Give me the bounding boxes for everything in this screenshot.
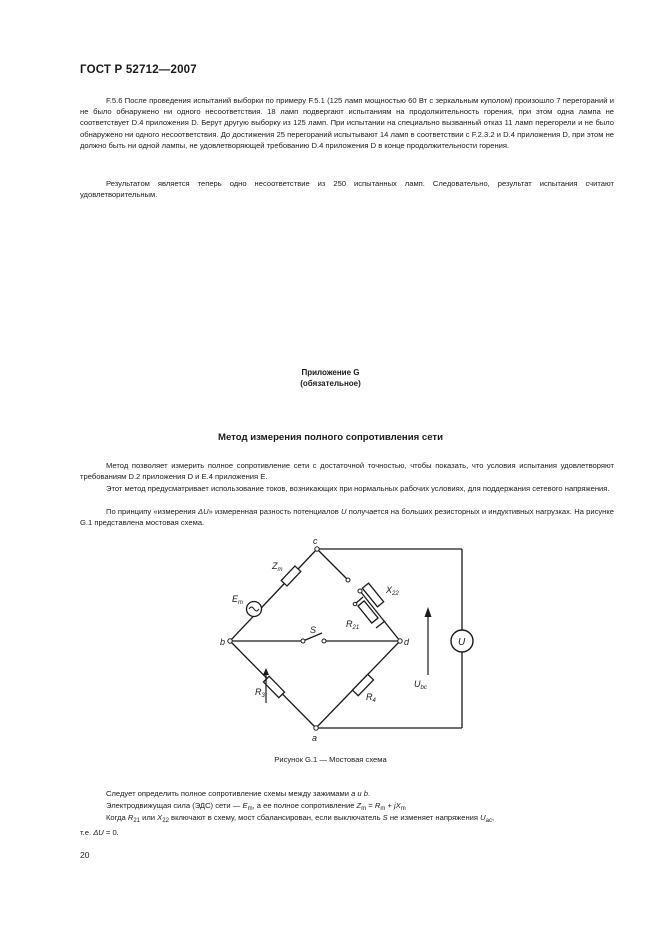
paragraph-result: Результатом является теперь одно несоответствие из 250 испытанных ламп. Следовательно, результат испытания считают удовлетворительным. <box>80 179 614 200</box>
paragraph-method-currents: Этот метод предусматривает использование токов, возникающих при нормальных рабочих условиях, для поддержания сетевого напряжения. <box>106 484 610 493</box>
label-node-c: c <box>313 536 318 546</box>
label-r4: $R_4$ <box>366 692 376 704</box>
branch-c-switch <box>317 549 348 580</box>
bridge-circuit-diagram <box>200 535 500 745</box>
label-x22: $X_{22}$ <box>386 585 399 597</box>
paragraph-f56: F.5.6 После проведения испытаний выборки по примеру F.5.1 (125 ламп мощностью 60 Вт с зеркальным куполом) произошло 7 перегораний и не было обнаружено ни одного несоответствия. 18 ламп подвергают испытаниям на продолжительность горения, при этом одна лампа не соответствует D.4 приложения D. Берут другую выборку из 125 ламп. При испытании на специально вызванный отказ 11 ламп перегорели и не было обнаружено ни одного несоответствия. До достижения 25 перегораний испытывают 14 ламп в соответствии с F.2.3.2 и D.4 приложения D, при этом не должно быть ни одной лампы, не удовлетворяющей требованию D.4 приложения D в конце продолжительности горения. <box>80 96 614 150</box>
node-d <box>398 639 402 643</box>
paragraph-method-intro: Метод позволяет измерить полное сопротивление сети с достаточной точностью, чтобы показать, что условия испытания удовлетворяют требованиям D.2 приложения D и E.4 приложения E. <box>80 461 614 482</box>
paragraph-define-impedance: Следует определить полное сопротивление схемы между зажимами a и b. <box>106 789 371 798</box>
annex-title: Приложение G <box>301 368 360 377</box>
figure-caption: Рисунок G.1 — Мостовая схема <box>274 755 387 764</box>
node-a <box>314 726 318 730</box>
paragraph-balance: Когда $R_{21}$ или $X_{22}$ включают в схему, мост сбалансирован, если выключатель S не изменяет напряжения $U_{ac}$, т.е. ΔU = 0. <box>80 813 495 838</box>
node-c <box>315 547 319 551</box>
label-ubc: $U_{bc}$ <box>414 679 427 691</box>
paragraph-principle: По принципу «измерения ΔU» измеренная разность потенциалов U получается на больших резисторных и индуктивных нагрузках. На рисунке G.1 представлена мостовая схема. <box>80 507 615 528</box>
method-heading: Метод измерения полного сопротивления сети <box>217 432 444 443</box>
annex-type: (обязательное) <box>300 379 361 388</box>
switch-contact-left <box>301 639 305 643</box>
label-r3: $R_3$ <box>255 687 265 699</box>
document-code-header: ГОСТ Р 52712—2007 <box>80 64 197 76</box>
switch-contact-right <box>322 639 326 643</box>
label-node-d: d <box>404 637 410 647</box>
label-node-b: b <box>220 637 226 647</box>
label-zm: $Z_m$ <box>272 561 283 573</box>
label-r21: $R_{21}$ <box>346 619 360 631</box>
paragraph-emf: Электродвижущая сила (ЭДС) сети — $E_m$, а ее полное сопротивление $Z_m = R_m + jX_m$ <box>106 801 406 812</box>
label-u: U <box>458 637 466 648</box>
node-b <box>228 639 232 643</box>
label-node-a: a <box>312 733 318 743</box>
label-em: $E_m$ <box>232 594 244 606</box>
zm-resistor <box>281 566 301 586</box>
page-number: 20 <box>80 850 90 860</box>
label-switch-s: S <box>310 625 317 635</box>
r3-variable-resistor <box>263 676 284 697</box>
ubc-arrow <box>425 607 432 617</box>
